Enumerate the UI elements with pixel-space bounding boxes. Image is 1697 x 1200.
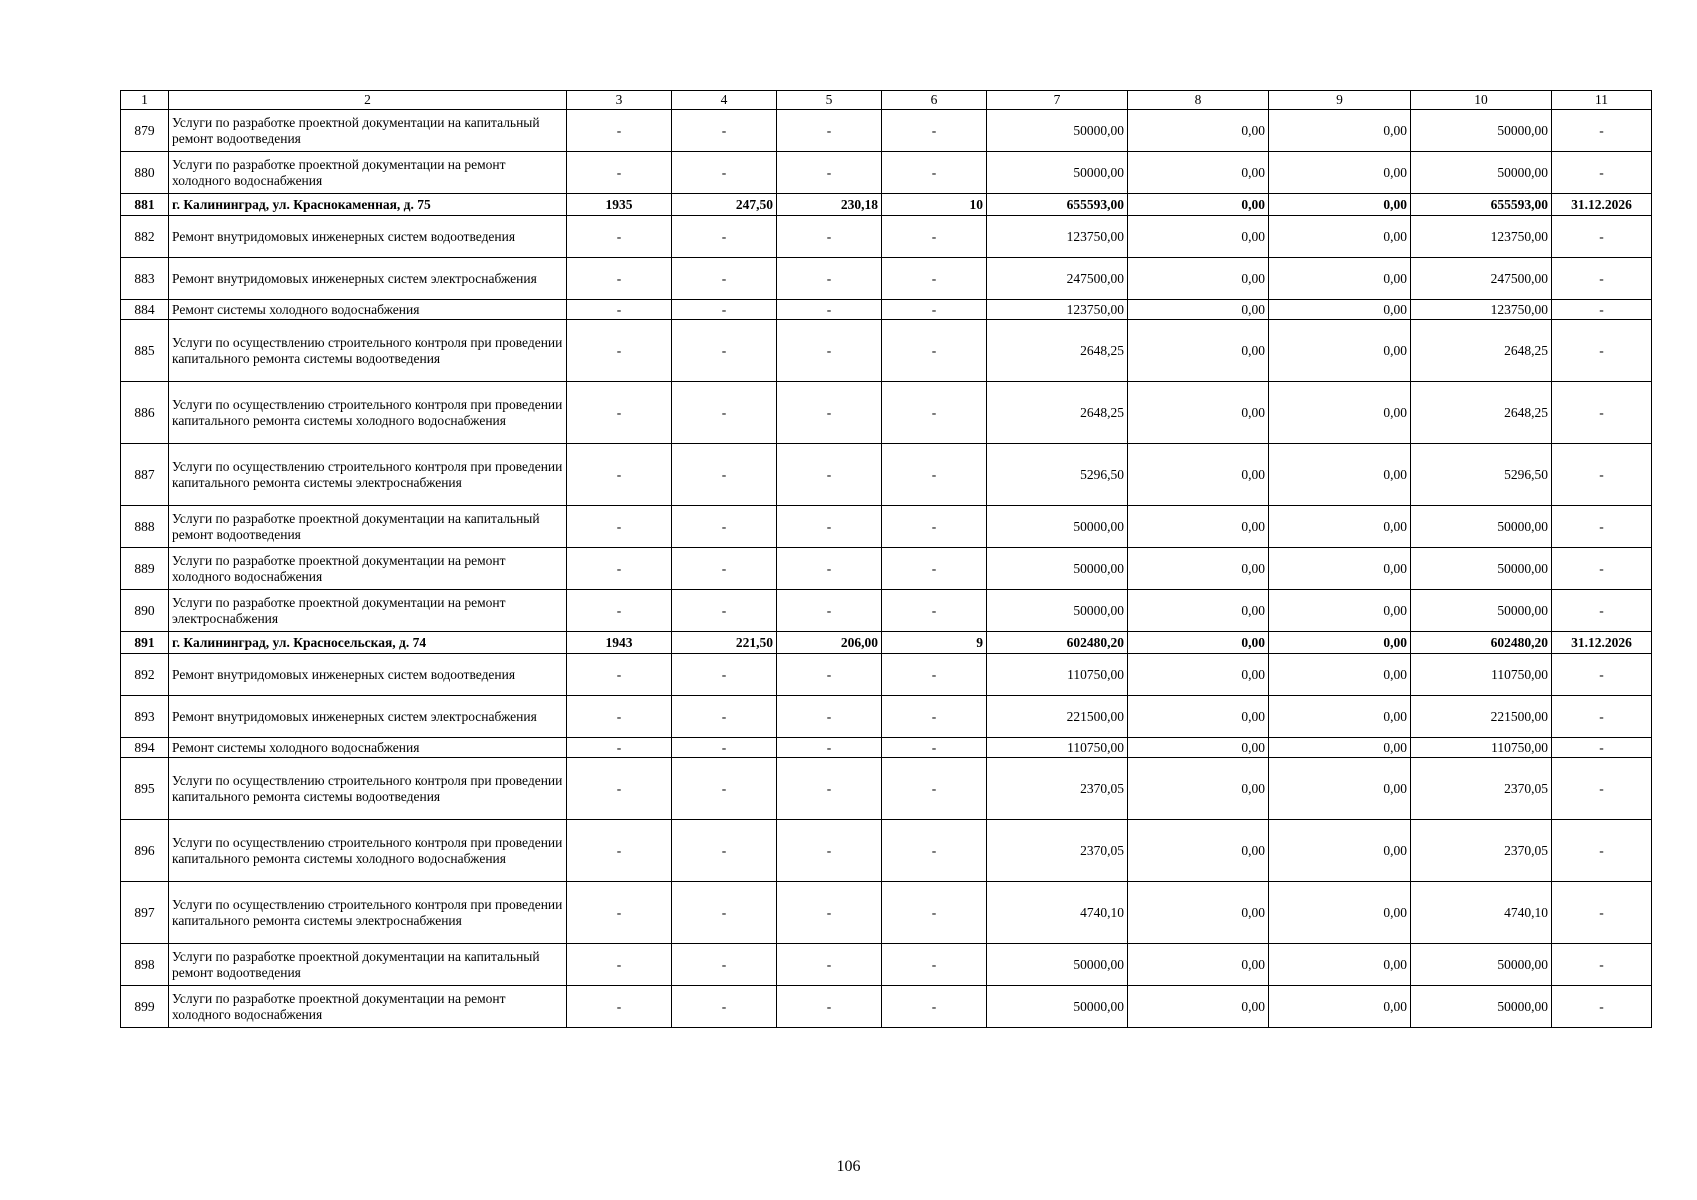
area-total-cell: -	[672, 986, 777, 1028]
row-number: 895	[121, 758, 169, 820]
deadline-cell: -	[1552, 738, 1652, 758]
cost-total-cell: 50000,00	[987, 110, 1128, 152]
cost-fund-cell: 0,00	[1128, 444, 1269, 506]
row-number: 897	[121, 882, 169, 944]
column-number: 8	[1128, 91, 1269, 110]
cost-owners-cell: 123750,00	[1411, 300, 1552, 320]
row-number: 881	[121, 194, 169, 216]
area-total-cell: -	[672, 382, 777, 444]
residents-cell: 10	[882, 194, 987, 216]
row-number: 894	[121, 738, 169, 758]
row-number: 893	[121, 696, 169, 738]
cost-budget-cell: 0,00	[1269, 382, 1411, 444]
cost-fund-cell: 0,00	[1128, 758, 1269, 820]
column-number: 3	[567, 91, 672, 110]
row-number: 899	[121, 986, 169, 1028]
work-row	[121, 738, 1652, 758]
cost-budget-cell: 0,00	[1269, 632, 1411, 654]
cost-budget-cell: 0,00	[1269, 654, 1411, 696]
deadline-cell: -	[1552, 300, 1652, 320]
cost-fund-cell: 0,00	[1128, 300, 1269, 320]
work-name: Ремонт внутридомовых инженерных систем водоотведения	[169, 654, 567, 696]
work-row	[121, 216, 1652, 258]
area-living-cell: -	[777, 506, 882, 548]
row-number: 898	[121, 944, 169, 986]
area-living-cell: 206,00	[777, 632, 882, 654]
area-total-cell: -	[672, 110, 777, 152]
cost-fund-cell: 0,00	[1128, 216, 1269, 258]
work-row	[121, 820, 1652, 882]
cost-fund-cell: 0,00	[1128, 194, 1269, 216]
column-number: 5	[777, 91, 882, 110]
cost-fund-cell: 0,00	[1128, 986, 1269, 1028]
area-total-cell: -	[672, 444, 777, 506]
residents-cell: 9	[882, 632, 987, 654]
work-name: Услуги по осуществлению строительного контроля при проведении капитального ремонта системы водоотведения	[169, 758, 567, 820]
work-row	[121, 654, 1652, 696]
area-living-cell: 230,18	[777, 194, 882, 216]
cost-owners-cell: 2648,25	[1411, 320, 1552, 382]
work-row	[121, 882, 1652, 944]
residents-cell: -	[882, 152, 987, 194]
work-name: Услуги по осуществлению строительного контроля при проведении капитального ремонта системы холодного водоснабжения	[169, 820, 567, 882]
cost-total-cell: 50000,00	[987, 944, 1128, 986]
cost-owners-cell: 247500,00	[1411, 258, 1552, 300]
cost-total-cell: 50000,00	[987, 506, 1128, 548]
area-living-cell: -	[777, 320, 882, 382]
deadline-cell: -	[1552, 986, 1652, 1028]
cost-fund-cell: 0,00	[1128, 258, 1269, 300]
deadline-cell: -	[1552, 882, 1652, 944]
cost-budget-cell: 0,00	[1269, 758, 1411, 820]
cost-owners-cell: 2370,05	[1411, 820, 1552, 882]
cost-total-cell: 2370,05	[987, 758, 1128, 820]
year-cell: -	[567, 110, 672, 152]
work-name: Ремонт внутридомовых инженерных систем электроснабжения	[169, 258, 567, 300]
residents-cell: -	[882, 590, 987, 632]
area-total-cell: -	[672, 590, 777, 632]
cost-owners-cell: 50000,00	[1411, 944, 1552, 986]
residents-cell: -	[882, 216, 987, 258]
area-living-cell: -	[777, 696, 882, 738]
area-total-cell: -	[672, 758, 777, 820]
area-living-cell: -	[777, 258, 882, 300]
year-cell: -	[567, 506, 672, 548]
residents-cell: -	[882, 320, 987, 382]
cost-budget-cell: 0,00	[1269, 258, 1411, 300]
work-name: Услуги по разработке проектной документации на капитальный ремонт водоотведения	[169, 110, 567, 152]
residents-cell: -	[882, 820, 987, 882]
area-total-cell: -	[672, 320, 777, 382]
column-number: 7	[987, 91, 1128, 110]
area-total-cell: -	[672, 548, 777, 590]
residents-cell: -	[882, 506, 987, 548]
address-row	[121, 632, 1652, 654]
residents-cell: -	[882, 548, 987, 590]
work-row	[121, 300, 1652, 320]
deadline-cell: -	[1552, 110, 1652, 152]
deadline-cell: -	[1552, 506, 1652, 548]
work-row	[121, 590, 1652, 632]
cost-owners-cell: 123750,00	[1411, 216, 1552, 258]
residents-cell: -	[882, 382, 987, 444]
row-number: 883	[121, 258, 169, 300]
cost-total-cell: 655593,00	[987, 194, 1128, 216]
work-name: Услуги по разработке проектной документации на капитальный ремонт водоотведения	[169, 506, 567, 548]
year-cell: -	[567, 152, 672, 194]
cost-budget-cell: 0,00	[1269, 590, 1411, 632]
residents-cell: -	[882, 986, 987, 1028]
area-living-cell: -	[777, 548, 882, 590]
cost-fund-cell: 0,00	[1128, 590, 1269, 632]
deadline-cell: -	[1552, 654, 1652, 696]
area-total-cell: -	[672, 152, 777, 194]
residents-cell: -	[882, 738, 987, 758]
row-number: 896	[121, 820, 169, 882]
cost-fund-cell: 0,00	[1128, 152, 1269, 194]
deadline-cell: 31.12.2026	[1552, 194, 1652, 216]
work-name: г. Калининград, ул. Краснокаменная, д. 75	[169, 194, 567, 216]
cost-owners-cell: 602480,20	[1411, 632, 1552, 654]
work-row	[121, 110, 1652, 152]
column-number: 2	[169, 91, 567, 110]
year-cell: -	[567, 882, 672, 944]
row-number: 886	[121, 382, 169, 444]
cost-total-cell: 2370,05	[987, 820, 1128, 882]
cost-budget-cell: 0,00	[1269, 506, 1411, 548]
cost-total-cell: 110750,00	[987, 654, 1128, 696]
deadline-cell: -	[1552, 548, 1652, 590]
cost-budget-cell: 0,00	[1269, 820, 1411, 882]
cost-total-cell: 50000,00	[987, 548, 1128, 590]
column-number-row	[121, 91, 1652, 110]
area-total-cell: -	[672, 882, 777, 944]
year-cell: 1943	[567, 632, 672, 654]
year-cell: -	[567, 758, 672, 820]
area-living-cell: -	[777, 216, 882, 258]
deadline-cell: -	[1552, 444, 1652, 506]
area-living-cell: -	[777, 944, 882, 986]
row-number: 882	[121, 216, 169, 258]
work-name: Услуги по разработке проектной документации на ремонт холодного водоснабжения	[169, 986, 567, 1028]
area-total-cell: -	[672, 258, 777, 300]
cost-total-cell: 110750,00	[987, 738, 1128, 758]
year-cell: -	[567, 382, 672, 444]
cost-budget-cell: 0,00	[1269, 194, 1411, 216]
cost-budget-cell: 0,00	[1269, 152, 1411, 194]
cost-fund-cell: 0,00	[1128, 654, 1269, 696]
cost-fund-cell: 0,00	[1128, 944, 1269, 986]
work-name: Услуги по разработке проектной документации на ремонт холодного водоснабжения	[169, 152, 567, 194]
area-living-cell: -	[777, 300, 882, 320]
cost-owners-cell: 50000,00	[1411, 548, 1552, 590]
cost-fund-cell: 0,00	[1128, 548, 1269, 590]
cost-budget-cell: 0,00	[1269, 444, 1411, 506]
deadline-cell: -	[1552, 944, 1652, 986]
deadline-cell: -	[1552, 696, 1652, 738]
year-cell: -	[567, 548, 672, 590]
work-row	[121, 152, 1652, 194]
column-number: 1	[121, 91, 169, 110]
residents-cell: -	[882, 882, 987, 944]
year-cell: -	[567, 590, 672, 632]
area-living-cell: -	[777, 444, 882, 506]
area-total-cell: -	[672, 654, 777, 696]
year-cell: 1935	[567, 194, 672, 216]
area-total-cell: -	[672, 738, 777, 758]
work-name: Услуги по разработке проектной документации на капитальный ремонт водоотведения	[169, 944, 567, 986]
area-living-cell: -	[777, 758, 882, 820]
row-number: 880	[121, 152, 169, 194]
row-number: 891	[121, 632, 169, 654]
work-row	[121, 444, 1652, 506]
cost-total-cell: 123750,00	[987, 300, 1128, 320]
area-living-cell: -	[777, 820, 882, 882]
cost-owners-cell: 4740,10	[1411, 882, 1552, 944]
deadline-cell: -	[1552, 216, 1652, 258]
area-living-cell: -	[777, 654, 882, 696]
cost-fund-cell: 0,00	[1128, 110, 1269, 152]
work-name: г. Калининград, ул. Красносельская, д. 74	[169, 632, 567, 654]
cost-total-cell: 4740,10	[987, 882, 1128, 944]
area-total-cell: 247,50	[672, 194, 777, 216]
work-name: Ремонт системы холодного водоснабжения	[169, 300, 567, 320]
row-number: 888	[121, 506, 169, 548]
cost-fund-cell: 0,00	[1128, 506, 1269, 548]
work-row	[121, 382, 1652, 444]
work-name: Услуги по осуществлению строительного контроля при проведении капитального ремонта системы холодного водоснабжения	[169, 382, 567, 444]
column-number: 10	[1411, 91, 1552, 110]
deadline-cell: -	[1552, 820, 1652, 882]
year-cell: -	[567, 944, 672, 986]
area-living-cell: -	[777, 110, 882, 152]
residents-cell: -	[882, 944, 987, 986]
year-cell: -	[567, 444, 672, 506]
cost-budget-cell: 0,00	[1269, 738, 1411, 758]
work-row	[121, 696, 1652, 738]
cost-budget-cell: 0,00	[1269, 944, 1411, 986]
cost-owners-cell: 50000,00	[1411, 590, 1552, 632]
deadline-cell: 31.12.2026	[1552, 632, 1652, 654]
deadline-cell: -	[1552, 258, 1652, 300]
residents-cell: -	[882, 758, 987, 820]
column-number: 9	[1269, 91, 1411, 110]
year-cell: -	[567, 258, 672, 300]
cost-fund-cell: 0,00	[1128, 632, 1269, 654]
cost-total-cell: 221500,00	[987, 696, 1128, 738]
work-row	[121, 506, 1652, 548]
area-total-cell: 221,50	[672, 632, 777, 654]
work-row	[121, 944, 1652, 986]
cost-owners-cell: 2648,25	[1411, 382, 1552, 444]
column-number: 6	[882, 91, 987, 110]
page-number: 106	[836, 1158, 861, 1175]
area-living-cell: -	[777, 152, 882, 194]
area-living-cell: -	[777, 882, 882, 944]
cost-total-cell: 2648,25	[987, 382, 1128, 444]
area-living-cell: -	[777, 590, 882, 632]
cost-total-cell: 123750,00	[987, 216, 1128, 258]
cost-total-cell: 5296,50	[987, 444, 1128, 506]
row-number: 885	[121, 320, 169, 382]
year-cell: -	[567, 738, 672, 758]
cost-budget-cell: 0,00	[1269, 882, 1411, 944]
cost-fund-cell: 0,00	[1128, 882, 1269, 944]
cost-owners-cell: 50000,00	[1411, 110, 1552, 152]
year-cell: -	[567, 216, 672, 258]
cost-owners-cell: 221500,00	[1411, 696, 1552, 738]
deadline-cell: -	[1552, 382, 1652, 444]
area-living-cell: -	[777, 986, 882, 1028]
deadline-cell: -	[1552, 590, 1652, 632]
cost-total-cell: 50000,00	[987, 152, 1128, 194]
cost-owners-cell: 50000,00	[1411, 986, 1552, 1028]
cost-budget-cell: 0,00	[1269, 110, 1411, 152]
work-name: Услуги по разработке проектной документации на ремонт электроснабжения	[169, 590, 567, 632]
residents-cell: -	[882, 110, 987, 152]
cost-budget-cell: 0,00	[1269, 986, 1411, 1028]
cost-budget-cell: 0,00	[1269, 548, 1411, 590]
cost-owners-cell: 5296,50	[1411, 444, 1552, 506]
residents-cell: -	[882, 300, 987, 320]
area-total-cell: -	[672, 216, 777, 258]
year-cell: -	[567, 300, 672, 320]
row-number: 884	[121, 300, 169, 320]
deadline-cell: -	[1552, 320, 1652, 382]
cost-budget-cell: 0,00	[1269, 216, 1411, 258]
work-name: Услуги по осуществлению строительного контроля при проведении капитального ремонта системы электроснабжения	[169, 444, 567, 506]
work-name: Услуги по разработке проектной документации на ремонт холодного водоснабжения	[169, 548, 567, 590]
residents-cell: -	[882, 258, 987, 300]
residents-cell: -	[882, 696, 987, 738]
year-cell: -	[567, 696, 672, 738]
cost-total-cell: 247500,00	[987, 258, 1128, 300]
column-number: 11	[1552, 91, 1652, 110]
works-table	[120, 90, 1652, 1028]
residents-cell: -	[882, 444, 987, 506]
residents-cell: -	[882, 654, 987, 696]
cost-fund-cell: 0,00	[1128, 320, 1269, 382]
cost-total-cell: 50000,00	[987, 590, 1128, 632]
work-name: Услуги по осуществлению строительного контроля при проведении капитального ремонта системы электроснабжения	[169, 882, 567, 944]
column-number: 4	[672, 91, 777, 110]
cost-fund-cell: 0,00	[1128, 738, 1269, 758]
area-total-cell: -	[672, 696, 777, 738]
deadline-cell: -	[1552, 758, 1652, 820]
cost-owners-cell: 110750,00	[1411, 654, 1552, 696]
work-name: Ремонт внутридомовых инженерных систем электроснабжения	[169, 696, 567, 738]
cost-owners-cell: 655593,00	[1411, 194, 1552, 216]
work-name: Ремонт системы холодного водоснабжения	[169, 738, 567, 758]
work-name: Ремонт внутридомовых инженерных систем водоотведения	[169, 216, 567, 258]
cost-fund-cell: 0,00	[1128, 696, 1269, 738]
work-row	[121, 258, 1652, 300]
work-row	[121, 320, 1652, 382]
row-number: 887	[121, 444, 169, 506]
cost-budget-cell: 0,00	[1269, 696, 1411, 738]
cost-owners-cell: 50000,00	[1411, 152, 1552, 194]
work-row	[121, 986, 1652, 1028]
area-living-cell: -	[777, 738, 882, 758]
cost-owners-cell: 110750,00	[1411, 738, 1552, 758]
cost-fund-cell: 0,00	[1128, 820, 1269, 882]
cost-fund-cell: 0,00	[1128, 382, 1269, 444]
row-number: 889	[121, 548, 169, 590]
cost-total-cell: 50000,00	[987, 986, 1128, 1028]
area-total-cell: -	[672, 944, 777, 986]
year-cell: -	[567, 654, 672, 696]
row-number: 892	[121, 654, 169, 696]
area-total-cell: -	[672, 300, 777, 320]
work-name: Услуги по осуществлению строительного контроля при проведении капитального ремонта системы водоотведения	[169, 320, 567, 382]
area-total-cell: -	[672, 820, 777, 882]
year-cell: -	[567, 320, 672, 382]
work-row	[121, 758, 1652, 820]
cost-total-cell: 602480,20	[987, 632, 1128, 654]
deadline-cell: -	[1552, 152, 1652, 194]
cost-owners-cell: 2370,05	[1411, 758, 1552, 820]
year-cell: -	[567, 986, 672, 1028]
row-number: 890	[121, 590, 169, 632]
cost-budget-cell: 0,00	[1269, 300, 1411, 320]
cost-total-cell: 2648,25	[987, 320, 1128, 382]
row-number: 879	[121, 110, 169, 152]
area-total-cell: -	[672, 506, 777, 548]
year-cell: -	[567, 820, 672, 882]
cost-owners-cell: 50000,00	[1411, 506, 1552, 548]
area-living-cell: -	[777, 382, 882, 444]
cost-budget-cell: 0,00	[1269, 320, 1411, 382]
address-row	[121, 194, 1652, 216]
work-row	[121, 548, 1652, 590]
